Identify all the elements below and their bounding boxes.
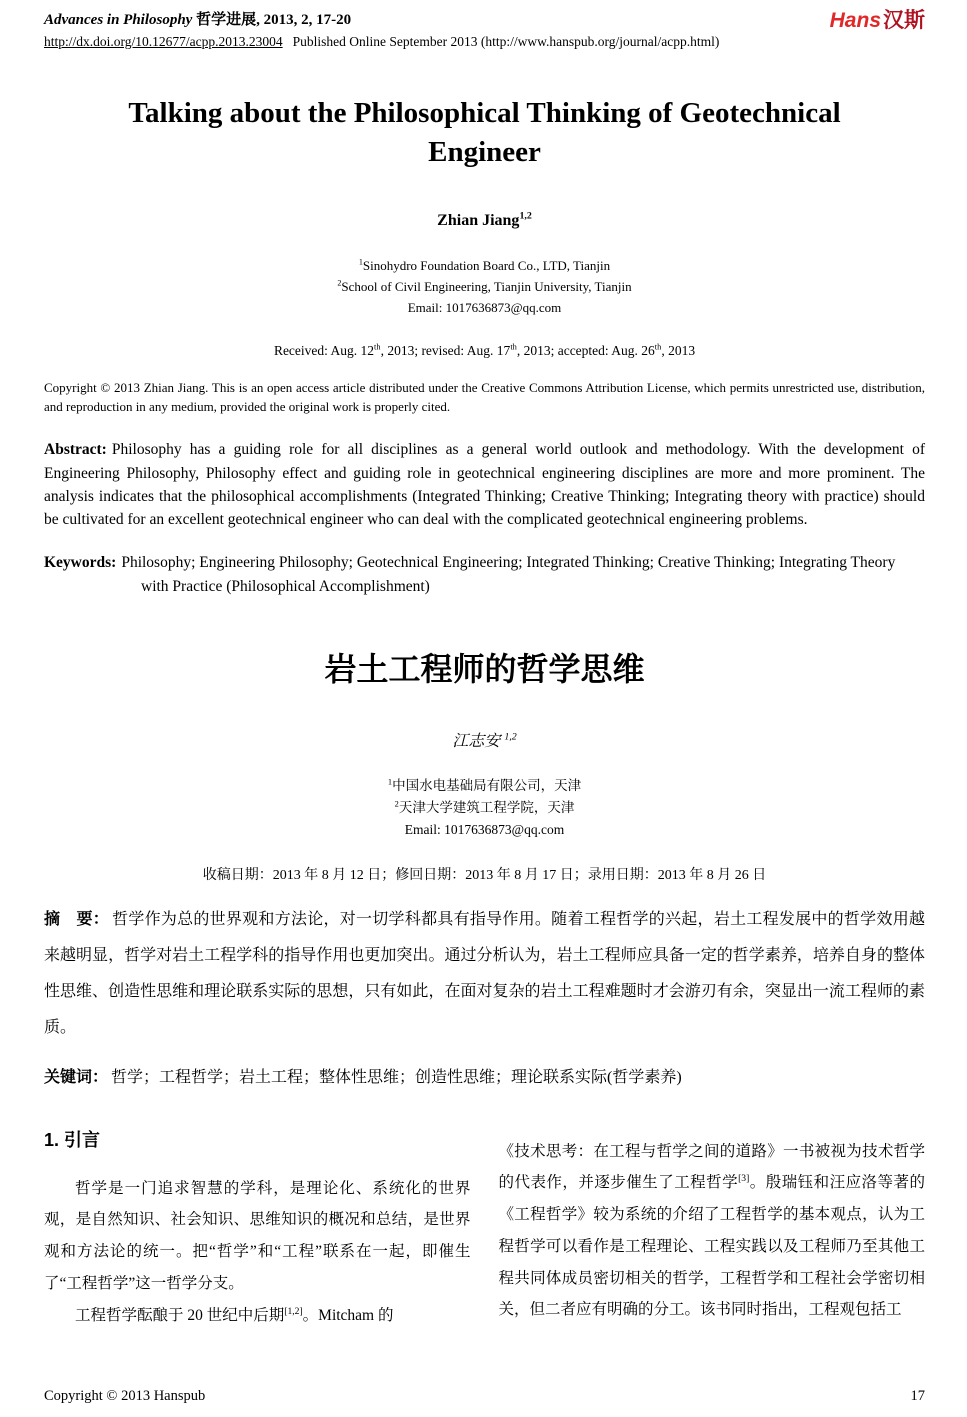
hans-logo-latin: Hans: [829, 9, 881, 32]
body-text: 《技术思考：在工程与哲学之间的道路》一书被视为技术哲学的代表作，并逐步催生了工程哲学: [498, 1142, 925, 1192]
body-paragraph: 哲学是一门追求智慧的学科，是理论化、系统化的世界观，是自然知识、社会知识、思维知识的概况和总结，是世界观和方法论的统一。把“哲学”和“工程”联系在一起，即催生了“工程哲学”这一哲学分支。: [44, 1179, 471, 1292]
page-number: 17: [910, 1388, 925, 1404]
journal-line: [44, 8, 925, 29]
affil-sup-1-cn: 1: [387, 777, 393, 787]
affiliation-2-en: [44, 277, 925, 298]
received-part: , 2013; accepted: Aug. 26: [516, 342, 655, 358]
body-text: 工程哲学酝酿于 20 世纪中后期: [75, 1306, 285, 1324]
copyright-notice: Copyright © 2013 Zhian Jiang. This is an open access article distributed under the Creative Commons Attribution License, which permits unrestricted use, distribution, and reproduction in any medium, provided the original work is properly cited.: [44, 379, 925, 414]
email-line-en: Email: 1017636873@qq.com: [407, 299, 562, 315]
affiliation-1-en: [44, 256, 925, 277]
journal-header: [44, 8, 925, 50]
keywords-label-en: Keywords:: [44, 554, 117, 572]
affiliations-en: [44, 256, 925, 318]
abstract-en: [44, 438, 925, 531]
author-name-en: Zhian Jiang: [437, 212, 520, 230]
doi-line: [44, 34, 925, 50]
section-1-heading: 1. 引言: [44, 1129, 101, 1150]
journal-title: Advances in Philosophy: [44, 12, 193, 28]
received-line-en: [44, 343, 925, 359]
article-title-cn: 岩土工程师的哲学思维: [324, 650, 645, 687]
body-text: 。殷瑞钰和汪应洛等著的《工程哲学》较为系统的介绍了工程哲学的基本观点，认为工程哲学可以看作是工程理论、工程实践以及工程师乃至其他工程共同体成员密切相关的哲学，工程哲学和工程社会学密切相关，但二者应有明确的分工。该书同时指出，工程观包括工: [498, 1174, 925, 1319]
abstract-label-en: Abstract:: [44, 441, 107, 459]
affil-sup-1: 1: [358, 257, 363, 267]
received-part: , 2013; revised: Aug. 17: [380, 342, 511, 358]
affil-text-1-cn: 中国水电基础局有限公司，天津: [392, 777, 582, 793]
affiliation-2-cn: [44, 797, 925, 819]
hans-logo-cn: 汉斯: [883, 9, 925, 32]
keywords-text-cn: 哲学；工程哲学；岩土工程；整体性思维；创造性思维；理论联系实际(哲学素养): [111, 1068, 682, 1086]
article-title-en: Talking about the Philosophical Thinking of Geotechnical Engineer: [128, 97, 841, 169]
keywords-en: [44, 551, 925, 598]
hans-logo: [830, 4, 925, 34]
affil-sup-2-cn: 2: [394, 799, 399, 809]
footer-copyright: Copyright © 2013 Hanspub: [44, 1388, 206, 1404]
page-footer: [44, 1388, 925, 1405]
received-part: , 2013: [661, 342, 696, 358]
abstract-label-cn: 摘 要：: [44, 910, 110, 928]
affil-text-2: School of Civil Engineering, Tianjin University, Tianjin: [341, 279, 632, 295]
author-name-cn: 江志安: [452, 732, 501, 750]
keywords-cn: [44, 1062, 925, 1094]
email-line-cn: Email: 1017636873@qq.com: [404, 822, 565, 838]
body-columns: [44, 1122, 925, 1332]
affil-text-1: Sinohydro Foundation Board Co., LTD, Tianjin: [362, 258, 611, 274]
citation-ref: [3]: [738, 1173, 750, 1185]
keywords-text-en: Philosophy; Engineering Philosophy; Geotechnical Engineering; Integrated Thinking; Creative Thinking; Integrating Theory with Practice (Philosophical Accomplishment): [121, 554, 896, 595]
affiliations-cn: [44, 775, 925, 842]
body-paragraph: [44, 1300, 471, 1332]
keywords-label-cn: 关键词：: [44, 1068, 109, 1086]
body-paragraph: [499, 1136, 926, 1327]
affiliation-1-cn: [44, 775, 925, 797]
affil-text-2-cn: 天津大学建筑工程学院，天津: [398, 800, 575, 816]
abstract-text-en: Philosophy has a guiding role for all disciplines as a general world outlook and methodology. With the development of Engineering Philosophy, Philosophy effect and guiding role in geotechnical engineering disciplines are more and more prominent. The analysis indicates that the philosophical accomplishments (Integrated Thinking; Creative Thinking; Integrating theory with practice) should be cultivated for an excellent geotechnical engineer who can deal with the complicated geotechnical engineering problems.: [44, 441, 925, 529]
author-cn: [44, 728, 925, 751]
affil-sup-2: 2: [337, 278, 342, 288]
author-affil-sup-cn: 1,2: [504, 731, 517, 743]
received-part: Received: Aug. 12: [273, 342, 375, 358]
citation-ref: [1,2]: [284, 1305, 303, 1317]
author-affil-sup: 1,2: [519, 210, 532, 222]
body-text: 。Mitcham 的: [302, 1306, 394, 1324]
author-en: [44, 212, 925, 230]
right-column: [499, 1122, 926, 1332]
dates-line-cn: 收稿日期：2013 年 8 月 12 日；修回日期：2013 年 8 月 17 日；录用日期：2013 年 8 月 26 日: [202, 867, 767, 883]
journal-issue-info: 哲学进展, 2013, 2, 17-20: [192, 12, 352, 28]
left-column: [44, 1122, 471, 1332]
received-sup: th: [374, 342, 381, 352]
received-sup: th: [654, 342, 662, 352]
received-sup: th: [510, 342, 517, 352]
abstract-text-cn: 哲学作为总的世界观和方法论，对一切学科都具有指导作用。随着工程哲学的兴起，岩土工程发展中的哲学效用越来越明显，哲学对岩土工程学科的指导作用也更加突出。通过分析认为，岩土工程师应具备一定的哲学素养，培养自身的整体性思维、创造性思维和理论联系实际的思想，只有如此，在面对复杂的岩土工程难题时才会游刃有余，突显出一流工程师的素质。: [44, 910, 925, 1036]
abstract-cn: [44, 902, 925, 1046]
doi-link[interactable]: http://dx.doi.org/10.12677/acpp.2013.23004: [44, 34, 283, 49]
published-info: Published Online September 2013 (http://www.hanspub.org/journal/acpp.html): [292, 34, 720, 49]
